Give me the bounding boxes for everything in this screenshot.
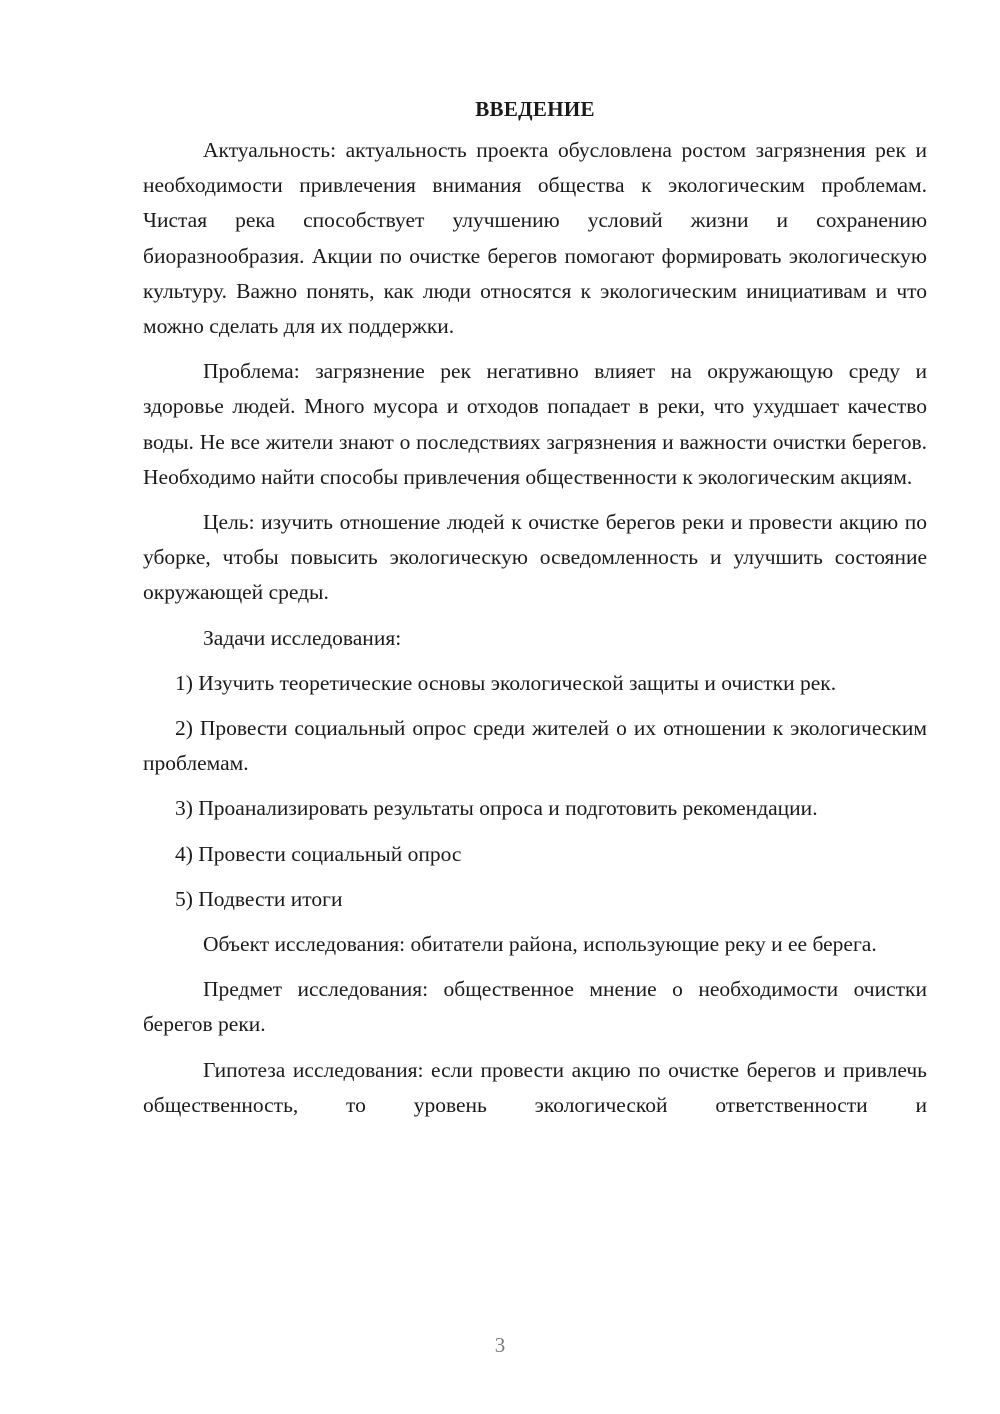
task-item-3: 3) Проанализировать результаты опроса и подготовить рекомендации. — [175, 796, 818, 821]
object-paragraph: Объект исследования: обитатели района, использующие реку и ее берега. — [203, 932, 877, 957]
task-item-5: 5) Подвести итоги — [175, 886, 343, 911]
hypothesis-paragraph: Гипотеза исследования: если провести акцию по очистке берегов и привлечь общественность, то уровень экологической ответственности и — [143, 1057, 927, 1117]
tasks-heading: Задачи исследования: — [203, 625, 402, 650]
task-item-1: 1) Изучить теоретические основы экологической защиты и очистки рек. — [175, 670, 837, 695]
relevance-paragraph: Актуальность: актуальность проекта обусловлена ростом загрязнения рек и необходимости привлечения внимания общества к экологическим проблемам. Чистая река способствует улучшению условий жизни и сохранению биоразнообразия. Акции по очистке берегов помогают формировать экологическую культуру. Важно понять, как люди относятся к экологическим инициативам и что можно сделать для их поддержки. — [143, 138, 927, 339]
subject-paragraph: Предмет исследования: общественное мнение о необходимости очистки берегов реки. — [143, 977, 927, 1037]
document-page — [143, 92, 927, 1133]
problem-paragraph: Проблема: загрязнение рек негативно влияет на окружающую среду и здоровье людей. Много мусора и отходов попадает в реки, что ухудшает качество воды. Не все жители знают о последствиях загрязнения и важности очистки берегов. Необходимо найти способы привлечения общественности к экологическим акциям. — [143, 359, 927, 489]
goal-paragraph: Цель: изучить отношение людей к очистке берегов реки и провести акцию по уборке, чтобы повысить экологическую осведомленность и улучшить состояние окружающей среды. — [143, 510, 927, 605]
section-heading: ВВЕДЕНИЕ — [475, 97, 595, 121]
task-item-4: 4) Провести социальный опрос — [175, 841, 462, 866]
page-number: 3 — [494, 1333, 506, 1357]
task-item-2: 2) Провести социальный опрос среди жителей о их отношении к экологическим проблемам. — [143, 716, 927, 776]
